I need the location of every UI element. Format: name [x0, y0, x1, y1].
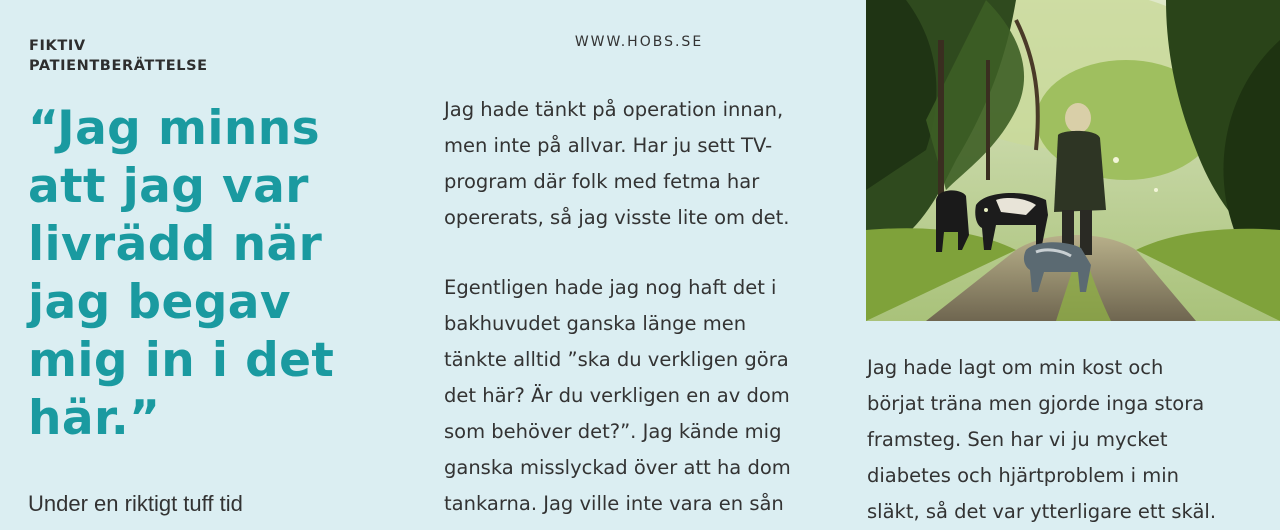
middle-paragraph-2 — [444, 270, 844, 522]
text-line: men inte på allvar. Har ju sett TV- — [444, 134, 773, 157]
quote-line: att jag var — [28, 159, 309, 214]
site-url: WWW.HOBS.SE — [574, 34, 704, 50]
left-body-text: Under en riktigt tuff tid — [28, 491, 243, 516]
quote-line: jag begav — [28, 275, 291, 330]
text-line: Jag hade tänkt på operation innan, — [444, 98, 784, 121]
text-line: det här? Är du verkligen en av dom — [444, 384, 790, 407]
text-line: framsteg. Sen har vi ju mycket — [867, 428, 1168, 451]
kicker-line-1: FIKTIV — [29, 38, 86, 54]
text-line: Egentligen hade jag nog haft det i — [444, 276, 777, 299]
text-line: diabetes och hjärtproblem i min — [867, 464, 1179, 487]
text-line: bakhuvudet ganska länge men — [444, 312, 747, 335]
quote-line: livrädd när — [28, 217, 323, 272]
woman-walking-dogs-photo — [866, 0, 1280, 321]
text-line: tänkte alltid ”ska du verkligen göra — [444, 348, 789, 371]
text-line: opererats, så jag visste lite om det. — [444, 206, 790, 229]
quote-line: här.” — [28, 391, 161, 446]
quote-line: “Jag minns — [28, 101, 320, 156]
text-line: program där folk med fetma har — [444, 170, 760, 193]
text-line: Jag hade lagt om min kost och — [867, 356, 1164, 379]
text-line: tankarna. Jag ville inte vara en sån — [444, 492, 784, 515]
middle-paragraph-1 — [444, 92, 844, 236]
story-kicker — [29, 36, 289, 76]
text-line: släkt, så det var ytterligare ett skäl. — [867, 500, 1217, 523]
pull-quote — [28, 100, 388, 448]
text-line: som behöver det?”. Jag kände mig — [444, 420, 782, 443]
right-paragraph — [867, 350, 1277, 530]
kicker-line-2: PATIENTBERÄTTELSE — [29, 58, 208, 74]
quote-line: mig in i det — [28, 333, 335, 388]
text-line: ganska misslyckad över att ha dom — [444, 456, 791, 479]
photo-illustration — [866, 0, 1280, 321]
text-line: börjat träna men gjorde inga stora — [867, 392, 1205, 415]
